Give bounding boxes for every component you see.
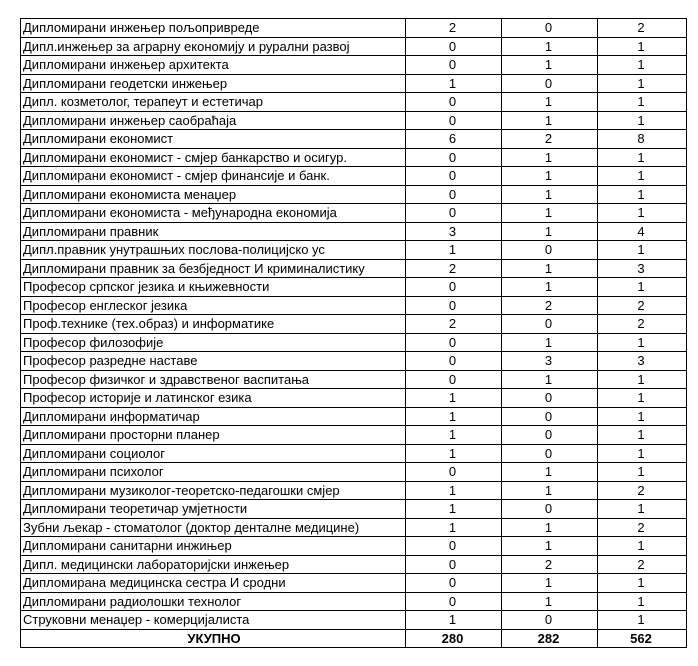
value-cell-2: 1: [502, 592, 598, 611]
value-cell-1: 6: [406, 130, 502, 149]
row-label-cell: Професор српског језика и књижевности: [21, 278, 406, 297]
value-cell-1: 0: [406, 148, 502, 167]
row-label-cell: Дипломирани правник: [21, 222, 406, 241]
value-cell-2: 1: [502, 278, 598, 297]
value-cell-3: 2: [598, 315, 687, 334]
table-row: [21, 19, 687, 38]
value-cell-3: 1: [598, 574, 687, 593]
row-label-cell: Дипломирани економиста - међународна економија: [21, 204, 406, 223]
value-cell-2: 1: [502, 222, 598, 241]
value-cell-1: 1: [406, 74, 502, 93]
table-row: [21, 93, 687, 112]
row-label-cell: УКУПНО: [21, 629, 406, 648]
row-label-cell: Проф.технике (тех.образ) и информатике: [21, 315, 406, 334]
value-cell-2: 1: [502, 111, 598, 130]
value-cell-3: 1: [598, 500, 687, 519]
value-cell-2: 0: [502, 500, 598, 519]
value-cell-2: 2: [502, 296, 598, 315]
row-label-cell: Дипломирана медицинска сестра И сродни: [21, 574, 406, 593]
value-cell-1: 0: [406, 555, 502, 574]
table-row: [21, 537, 687, 556]
table-row: [21, 333, 687, 352]
row-label-cell: Дипломирани музиколог-теоретско-педагошки смјер: [21, 481, 406, 500]
table-row: [21, 592, 687, 611]
row-label-cell: Професор разредне наставе: [21, 352, 406, 371]
table-row: [21, 204, 687, 223]
table-row: [21, 148, 687, 167]
value-cell-2: 3: [502, 352, 598, 371]
value-cell-3: 1: [598, 204, 687, 223]
value-cell-2: 1: [502, 185, 598, 204]
row-label-cell: Дипломирани правник за безбједност И криминалистику: [21, 259, 406, 278]
value-cell-3: 1: [598, 389, 687, 408]
table-row: [21, 222, 687, 241]
value-cell-3: 1: [598, 333, 687, 352]
table-row: [21, 111, 687, 130]
value-cell-3: 2: [598, 19, 687, 38]
table-row: [21, 444, 687, 463]
value-cell-1: 0: [406, 463, 502, 482]
value-cell-3: 1: [598, 426, 687, 445]
value-cell-1: 0: [406, 185, 502, 204]
row-label-cell: Дипломирани економист - смјер банкарство и осигур.: [21, 148, 406, 167]
value-cell-3: 1: [598, 185, 687, 204]
value-cell-1: 280: [406, 629, 502, 648]
value-cell-1: 0: [406, 56, 502, 75]
value-cell-3: 2: [598, 481, 687, 500]
table-row: [21, 611, 687, 630]
value-cell-2: 1: [502, 518, 598, 537]
spreadsheet: [20, 18, 687, 648]
table-row: [21, 167, 687, 186]
value-cell-2: 1: [502, 537, 598, 556]
value-cell-2: 0: [502, 315, 598, 334]
table-row: [21, 259, 687, 278]
value-cell-3: 1: [598, 407, 687, 426]
table-row: [21, 278, 687, 297]
row-label-cell: Дипл. козметолог, терапеут и естетичар: [21, 93, 406, 112]
value-cell-1: 1: [406, 407, 502, 426]
value-cell-2: 1: [502, 259, 598, 278]
table-row: [21, 481, 687, 500]
table-row: [21, 500, 687, 519]
value-cell-1: 0: [406, 574, 502, 593]
value-cell-1: 1: [406, 389, 502, 408]
value-cell-1: 3: [406, 222, 502, 241]
row-label-cell: Дипл. медицински лабораторијски инжењер: [21, 555, 406, 574]
value-cell-1: 1: [406, 518, 502, 537]
value-cell-3: 2: [598, 296, 687, 315]
value-cell-3: 1: [598, 537, 687, 556]
table-row: [21, 426, 687, 445]
value-cell-2: 0: [502, 407, 598, 426]
value-cell-2: 0: [502, 19, 598, 38]
table-row: [21, 241, 687, 260]
row-label-cell: Професор филозофије: [21, 333, 406, 352]
value-cell-1: 2: [406, 315, 502, 334]
row-label-cell: Дипломирани економиста менаџер: [21, 185, 406, 204]
value-cell-3: 1: [598, 93, 687, 112]
value-cell-3: 562: [598, 629, 687, 648]
value-cell-1: 0: [406, 352, 502, 371]
value-cell-1: 1: [406, 241, 502, 260]
row-label-cell: Дипломирани геодетски инжењер: [21, 74, 406, 93]
value-cell-1: 1: [406, 426, 502, 445]
value-cell-2: 0: [502, 426, 598, 445]
value-cell-2: 1: [502, 37, 598, 56]
value-cell-1: 1: [406, 611, 502, 630]
table-row: [21, 37, 687, 56]
value-cell-2: 1: [502, 481, 598, 500]
table-row: [21, 185, 687, 204]
value-cell-2: 1: [502, 204, 598, 223]
table-row: [21, 352, 687, 371]
value-cell-1: 1: [406, 500, 502, 519]
value-cell-3: 1: [598, 592, 687, 611]
table-row: [21, 370, 687, 389]
value-cell-2: 0: [502, 444, 598, 463]
row-label-cell: Дипломирани економист - смјер финансије и банк.: [21, 167, 406, 186]
table-row: [21, 574, 687, 593]
row-label-cell: Дипломирани просторни планер: [21, 426, 406, 445]
table-row: [21, 315, 687, 334]
value-cell-2: 282: [502, 629, 598, 648]
row-label-cell: Професор физичког и здравственог васпитања: [21, 370, 406, 389]
value-cell-1: 0: [406, 93, 502, 112]
value-cell-3: 1: [598, 278, 687, 297]
table-row: [21, 74, 687, 93]
value-cell-2: 1: [502, 93, 598, 112]
value-cell-1: 0: [406, 111, 502, 130]
value-cell-3: 1: [598, 463, 687, 482]
row-label-cell: Дипломирани санитарни инжињер: [21, 537, 406, 556]
value-cell-3: 1: [598, 111, 687, 130]
row-label-cell: Струковни менаџер - комерцијалиста: [21, 611, 406, 630]
row-label-cell: Дипл.правник унутрашњих послова-полицијско ус: [21, 241, 406, 260]
value-cell-1: 0: [406, 167, 502, 186]
row-label-cell: Дипломирани психолог: [21, 463, 406, 482]
value-cell-2: 2: [502, 555, 598, 574]
value-cell-3: 3: [598, 259, 687, 278]
row-label-cell: Професор енглеског језика: [21, 296, 406, 315]
row-label-cell: Дипломирани радиолошки технолог: [21, 592, 406, 611]
row-label-cell: Зубни љекар - стоматолог (доктор денталне медицине): [21, 518, 406, 537]
value-cell-1: 0: [406, 37, 502, 56]
value-cell-2: 1: [502, 370, 598, 389]
value-cell-3: 8: [598, 130, 687, 149]
table-row: [21, 56, 687, 75]
row-label-cell: Дипломирани инжењер архитекта: [21, 56, 406, 75]
row-label-cell: Дипл.инжењер за аграрну економију и рурални развој: [21, 37, 406, 56]
value-cell-3: 3: [598, 352, 687, 371]
value-cell-3: 1: [598, 444, 687, 463]
value-cell-3: 4: [598, 222, 687, 241]
value-cell-1: 0: [406, 370, 502, 389]
value-cell-3: 1: [598, 56, 687, 75]
value-cell-1: 0: [406, 278, 502, 297]
value-cell-3: 1: [598, 611, 687, 630]
value-cell-2: 0: [502, 74, 598, 93]
value-cell-3: 1: [598, 370, 687, 389]
value-cell-2: 1: [502, 167, 598, 186]
value-cell-3: 2: [598, 518, 687, 537]
value-cell-1: 2: [406, 19, 502, 38]
table-row: [21, 407, 687, 426]
value-cell-2: 0: [502, 241, 598, 260]
value-cell-3: 1: [598, 241, 687, 260]
value-cell-2: 1: [502, 148, 598, 167]
value-cell-1: 0: [406, 333, 502, 352]
row-label-cell: Дипломирани теоретичар умјетности: [21, 500, 406, 519]
value-cell-2: 0: [502, 611, 598, 630]
row-label-cell: Професор историје и латинског езика: [21, 389, 406, 408]
value-cell-3: 1: [598, 74, 687, 93]
row-label-cell: Дипломирани социолог: [21, 444, 406, 463]
value-cell-3: 1: [598, 148, 687, 167]
value-cell-3: 2: [598, 555, 687, 574]
table-row: [21, 389, 687, 408]
table-row: [21, 555, 687, 574]
value-cell-1: 0: [406, 296, 502, 315]
value-cell-1: 0: [406, 537, 502, 556]
value-cell-2: 0: [502, 389, 598, 408]
value-cell-2: 1: [502, 574, 598, 593]
value-cell-3: 1: [598, 37, 687, 56]
table-row: [21, 130, 687, 149]
table-row: [21, 463, 687, 482]
data-table: [20, 18, 687, 648]
table-row: [21, 518, 687, 537]
value-cell-2: 1: [502, 56, 598, 75]
row-label-cell: Дипломирани економист: [21, 130, 406, 149]
table-row: [21, 296, 687, 315]
value-cell-1: 1: [406, 444, 502, 463]
row-label-cell: Дипломирани инжењер саобраћаја: [21, 111, 406, 130]
table-body: [21, 19, 687, 648]
value-cell-1: 2: [406, 259, 502, 278]
value-cell-2: 2: [502, 130, 598, 149]
row-label-cell: Дипломирани инжењер пољопривреде: [21, 19, 406, 38]
value-cell-1: 0: [406, 592, 502, 611]
value-cell-1: 0: [406, 204, 502, 223]
value-cell-2: 1: [502, 463, 598, 482]
value-cell-3: 1: [598, 167, 687, 186]
total-row: [21, 629, 687, 648]
value-cell-2: 1: [502, 333, 598, 352]
row-label-cell: Дипломирани информатичар: [21, 407, 406, 426]
value-cell-1: 1: [406, 481, 502, 500]
